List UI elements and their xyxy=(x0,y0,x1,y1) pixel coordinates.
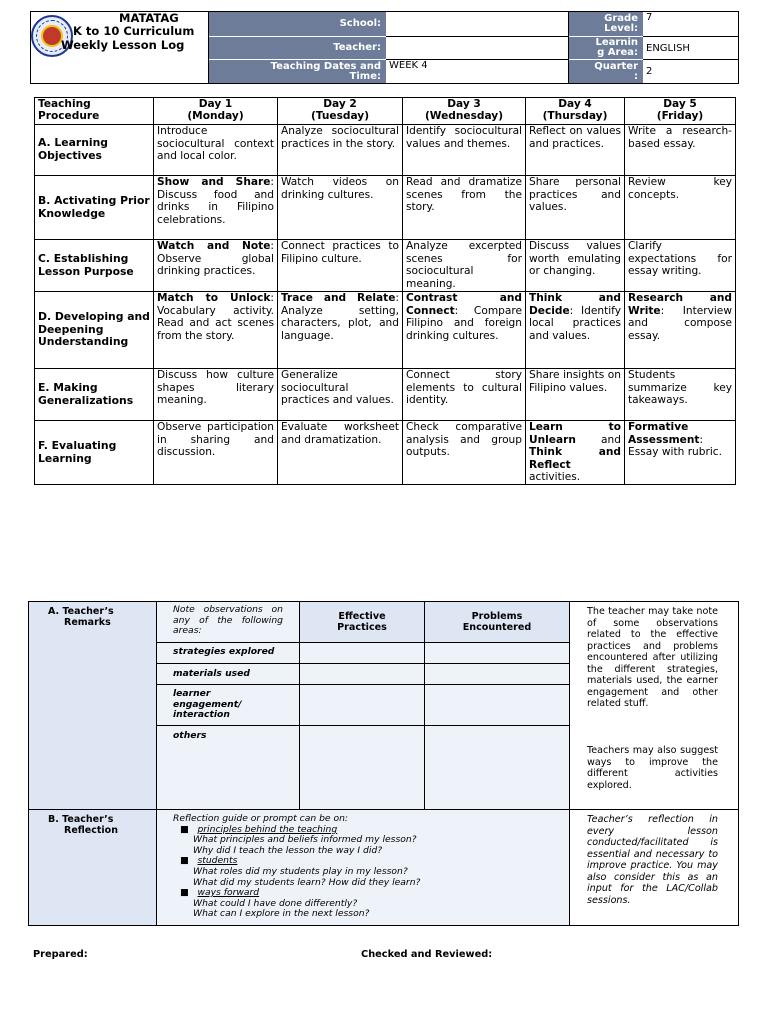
table-row xyxy=(35,176,736,240)
table-cell: Read and dramatize scenes from the story. xyxy=(403,176,526,240)
area-row-materials: materials used xyxy=(157,664,300,685)
bullet-icon: ■ xyxy=(180,887,189,899)
area-row-others: others xyxy=(157,726,300,810)
procedure-header-row xyxy=(35,98,736,125)
effective-practices-cell[interactable] xyxy=(300,685,425,726)
learning-area-label: Learnin g Area: xyxy=(569,37,643,60)
area-row-engagement: learner engagement/ interaction xyxy=(157,685,300,726)
row-label: D. Developing and Deepening Understanding xyxy=(35,292,154,369)
table-cell: Learn to Unlearn and Think and Reflect activities. xyxy=(526,421,625,485)
teachers-remarks-label-cell: A. Teacher’s Remarks xyxy=(29,602,157,810)
day-header: Day 2 (Tuesday) xyxy=(278,98,403,125)
quarter-label: Quarter : xyxy=(569,60,643,83)
table-row xyxy=(35,292,736,369)
table-cell: Research and Write: Interview and compose essay. xyxy=(625,292,736,369)
table-cell: Contrast and Connect: Compare Filipino and foreign drinking cultures. xyxy=(403,292,526,369)
day-header: Day 1 (Monday) xyxy=(154,98,278,125)
table-cell: Watch videos on drinking cultures. xyxy=(278,176,403,240)
table-cell: Review key concepts. xyxy=(625,176,736,240)
row-label: B. Activating Prior Knowledge xyxy=(35,176,154,240)
table-cell: Show and Share: Discuss food and drinks in Filipino celebrations. xyxy=(154,176,278,240)
header-title-line3: Weekly Lesson Log xyxy=(61,38,185,52)
observation-note-cell: Note observations on any of the following areas: xyxy=(157,602,300,643)
area-row-strategies: strategies explored xyxy=(157,643,300,664)
table-cell: Introduce sociocultural context and local color. xyxy=(154,125,278,176)
row-label: C. Establishing Lesson Purpose xyxy=(35,240,154,292)
table-cell: Match to Unlock: Vocabulary activity. Read and act scenes from the story. xyxy=(154,292,278,369)
table-cell: Write a research-based essay. xyxy=(625,125,736,176)
table-cell: Generalize sociocultural practices and values. xyxy=(278,369,403,421)
quarter-field[interactable]: 2 xyxy=(646,66,653,77)
table-cell: Watch and Note: Observe global drinking practices. xyxy=(154,240,278,292)
checked-reviewed-label: Checked and Reviewed: xyxy=(361,949,493,960)
remarks-guide-cell: The teacher may take note of some observations related to the effective practices and problems encountered after utilizing the different strategies, materials used, the earner engagement and other related stuff. Teachers may also suggest ways to improve the different activities explored. xyxy=(570,602,738,810)
teaching-dates-field[interactable]: WEEK 4 xyxy=(386,60,569,83)
effective-practices-header: Effective Practices xyxy=(300,602,425,643)
table-cell: Clarify expectations for essay writing. xyxy=(625,240,736,292)
teacher-field[interactable] xyxy=(386,37,569,60)
table-cell: Trace and Relate: Analyze setting, characters, plot, and language. xyxy=(278,292,403,369)
table-cell: Share personal practices and values. xyxy=(526,176,625,240)
table-cell: Check comparative analysis and group outputs. xyxy=(403,421,526,485)
teacher-label: Teacher: xyxy=(209,37,386,60)
teaching-procedure-header: Teaching Procedure xyxy=(35,98,154,125)
table-row xyxy=(35,240,736,292)
table-cell: Connect practices to Filipino culture. xyxy=(278,240,403,292)
problems-encountered-cell[interactable] xyxy=(425,643,570,664)
header-title-block xyxy=(31,12,209,83)
table-cell: Formative Assessment: Essay with rubric. xyxy=(625,421,736,485)
table-cell: Discuss how culture shapes literary meaning. xyxy=(154,369,278,421)
header-title-line1: MATATAG xyxy=(119,12,179,25)
row-label: E. Making Generalizations xyxy=(35,369,154,421)
learning-area-field[interactable]: ENGLISH xyxy=(643,37,739,60)
table-cell: Identify sociocultural values and themes. xyxy=(403,125,526,176)
table-cell: Evaluate worksheet and dramatization. xyxy=(278,421,403,485)
school-label: School: xyxy=(209,12,386,37)
header-title-line2: K to 10 Curriculum xyxy=(73,24,195,38)
teachers-reflection-label-cell: B. Teacher’s Reflection xyxy=(29,810,157,925)
table-row xyxy=(35,125,736,176)
table-row xyxy=(35,369,736,421)
row-label: A. Learning Objectives xyxy=(35,125,154,176)
table-cell: Analyze excerpted scenes for sociocultural meaning. xyxy=(403,240,526,292)
bullet-icon: ■ xyxy=(180,855,189,867)
day-header: Day 5 (Friday) xyxy=(625,98,736,125)
grade-level-field[interactable]: 7 xyxy=(643,12,739,37)
teaching-dates-label: Teaching Dates and Time: xyxy=(209,60,386,83)
table-cell: Analyze sociocultural practices in the story. xyxy=(278,125,403,176)
day-header: Day 4 (Thursday) xyxy=(526,98,625,125)
problems-encountered-cell[interactable] xyxy=(425,726,570,810)
table-cell: Reflect on values and practices. xyxy=(526,125,625,176)
school-field[interactable] xyxy=(386,12,569,37)
bullet-icon: ■ xyxy=(180,823,189,835)
effective-practices-cell[interactable] xyxy=(300,726,425,810)
procedure-table xyxy=(34,97,736,485)
reflection-guide-cell[interactable]: Reflection guide or prompt can be on: ■ principles behind the teaching What principles and beliefs informed my lesson? Why did I teach the lesson the way I did? ■ students What roles did my students play in my lesson? What did my students learn? How did they learn? ■ ways forward What could I have done differently? What can I explore in the next lesson? xyxy=(157,810,570,925)
table-cell: Think and Decide: Identify local practices and values. xyxy=(526,292,625,369)
table-cell: Observe participation in sharing and discussion. xyxy=(154,421,278,485)
header-table xyxy=(30,11,739,84)
table-cell: Discuss values worth emulating or changing. xyxy=(526,240,625,292)
row-label: F. Evaluating Learning xyxy=(35,421,154,485)
table-cell: Share insights on Filipino values. xyxy=(526,369,625,421)
day-header: Day 3 (Wednesday) xyxy=(403,98,526,125)
prepared-label: Prepared: xyxy=(33,949,88,960)
table-cell: Students summarize key takeaways. xyxy=(625,369,736,421)
problems-encountered-cell[interactable] xyxy=(425,664,570,685)
grade-level-label: Grade Level: xyxy=(569,12,643,37)
reflection-note-cell: Teacher’s reflection in every lesson conducted/facilitated is essential and necessary to improve practice. You may also consider this as an input for the LAC/Collab sessions. xyxy=(587,814,718,906)
remarks-reflection-table xyxy=(28,601,739,926)
effective-practices-cell[interactable] xyxy=(300,643,425,664)
problems-encountered-cell[interactable] xyxy=(425,685,570,726)
table-cell: Connect story elements to cultural identity. xyxy=(403,369,526,421)
problems-encountered-header: Problems Encountered xyxy=(425,602,570,643)
effective-practices-cell[interactable] xyxy=(300,664,425,685)
table-row xyxy=(35,421,736,485)
